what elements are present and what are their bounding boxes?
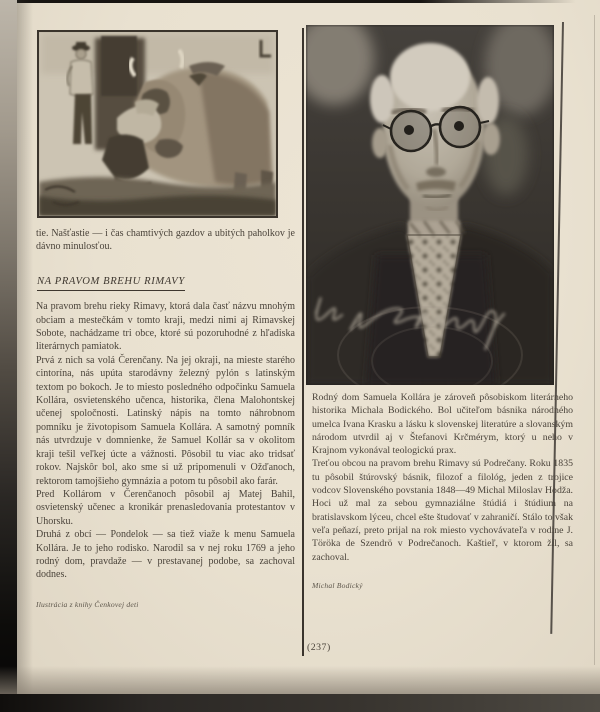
photo-caption: Michal Bodický [312,580,363,590]
portrait-photo [306,25,554,385]
scan-bottom-edge [0,694,600,712]
body-paragraph: Pred Kollárom v Čerenčanoch pôsobil aj Matej Bahil, osvietenský učenec a kronikár prenasledovania protestantov v Uhorsku. [36,488,295,527]
intro-paragraph: tie. Našťastie — i čas chamtivých gazdov a ubitých paholkov je dávno minulosťou. [36,228,295,253]
book-gutter-shadow [0,0,17,712]
right-text-column [312,391,573,592]
page-edge-line-faint [594,15,595,665]
section-heading: NA PRAVOM BREHU RIMAVY [37,275,185,291]
cow-illustration [37,30,278,218]
illustration-caption: Ilustrácia z knihy Čenkovej deti [36,599,139,609]
page-number: (237) [307,642,331,653]
body-paragraph: Druhá z obcí — Pondelok — sa tiež viaže k menu Samuela Kollára. Je to jeho rodisko. Narodil sa v nej roku 1769 a jeho rodný dom, pravdaže — v prestavanej podobe, sa zachoval dodnes. [36,529,295,581]
scan-bottom-shadow [0,666,600,694]
left-text-column [36,227,295,611]
body-paragraph: Rodný dom Samuela Kollára je zároveň pôsobiskom literárneho historika Michala Bodického. Bol učiteľom básnika národného umelca Ivana Krasku a lásku k slovenskej literatúre a slovanským národom utvrdil aj v Štefanovi Krčmérym, ktorý u neho v Krajnom vykonával teologickú prax. [312,392,573,457]
cow-illustration-drawing [39,32,276,216]
portrait-photo-image [306,25,554,385]
body-paragraph: Na pravom brehu rieky Rimavy, ktorá dala časť názvu mnohým obciam a mestečkám v tomto kraji, medzi nimi aj Rimavskej Sobote, nachádzame tri obce, ktoré sú pozoruhodné z hľadiska literárnych pamiatok. [36,301,295,353]
body-paragraph: Prvá z nich sa volá Čerenčany. Na jej okraji, na mieste starého cintorína, nás upúta starodávny železný pylón s latinským textom po bokoch. Je to miesto posledného odpočinku Samuela Kollára, osvietenského učenca, historika, člena Malohontskej učenej spoločnosti. Latinský nápis na tomto náhrobnom pomníku je životopisom Samuela Kollára. A samotný pomník nás utvrdzuje v domnienke, že Samuel Kollár sa v okolitom kraji tešil veľkej úcte a vážnosti. Pôsobil tu viac ako tridsať rokov. Najskôr bol, ako sme si už pripomenuli v Ožďanoch, rektorom tamojšieho gymnázia a potom tu pôsobil ako farár. [36,354,295,487]
column-divider-rule [302,28,304,656]
book-gutter-fade [17,0,33,712]
scan-top-edge [0,0,600,3]
body-paragraph: Treťou obcou na pravom brehu Rimavy sú Podrečany. Roku 1835 tu pôsobil štúrovský básnik, filozof a filológ, jeden z trojice vodcov Slovenského povstania 1848—49 Michal Miloslav Hodža. Hoci už mal za sebou gymnaziálne štúdiá i štúdium na bratislavskom lýceu, chcel ešte študovať v zahraničí. Stálo to však veľa peňazí, preto prijal na rok miesto vychovávateľa v rodine J. Töröka de Szendrö v Podrečanoch. Kaštieľ, v ktorom žil, sa zachoval. [312,458,573,563]
